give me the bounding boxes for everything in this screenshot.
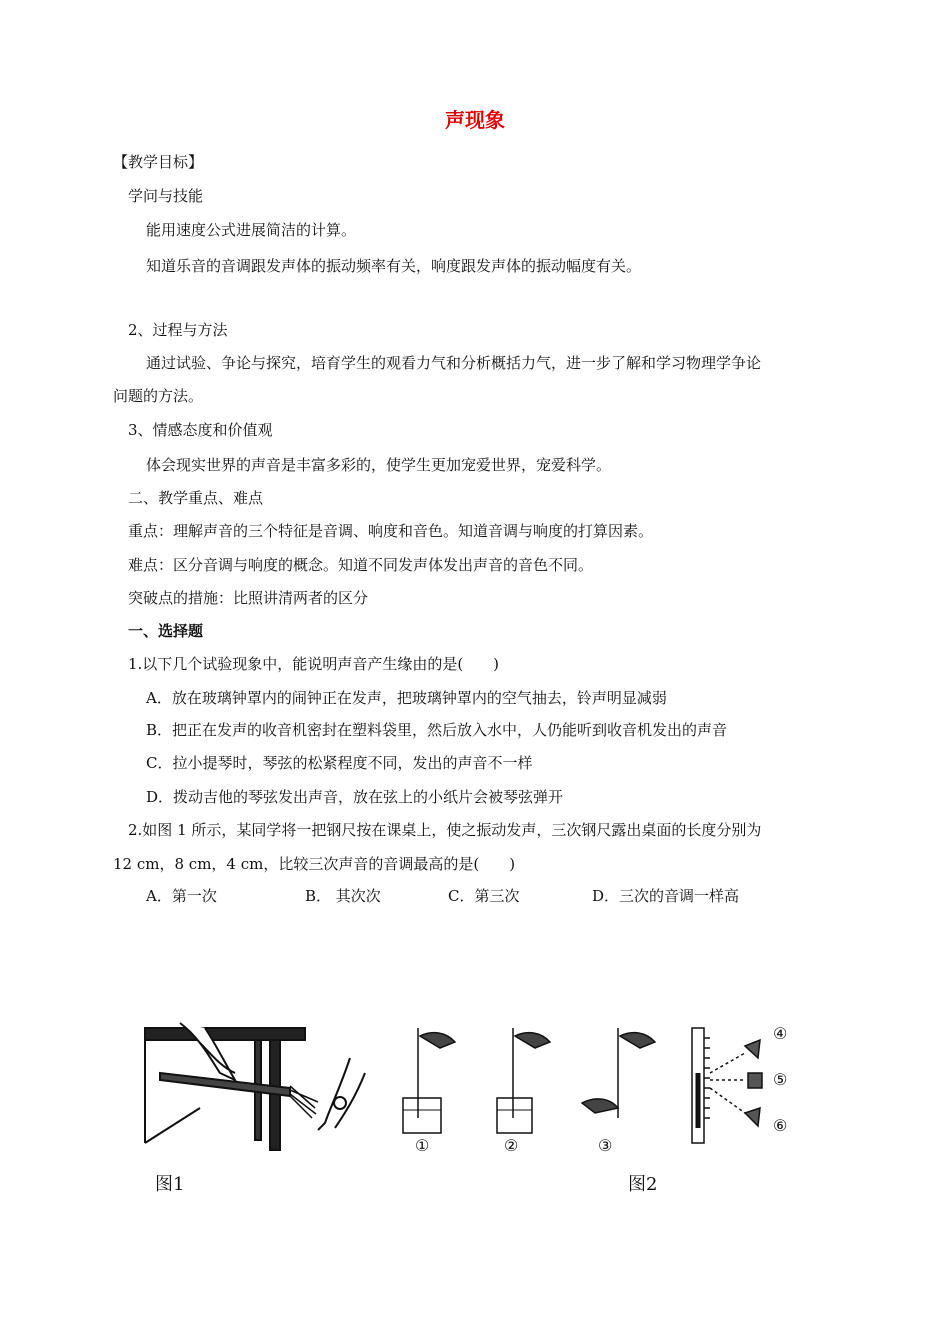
figure-label-6: ⑥ bbox=[773, 1116, 788, 1135]
figure-label-4: ④ bbox=[773, 1024, 788, 1043]
difficult-points: 难点：区分音调与响度的概念。知道不同发声体发出声音的音色不同。 bbox=[128, 556, 594, 574]
section-2-heading: 二、教学重点、难点 bbox=[128, 489, 264, 507]
figure-label-1: ① bbox=[415, 1136, 430, 1155]
question-2-option-c: C．第三次 bbox=[448, 887, 520, 905]
objective-2-heading: 2、过程与方法 bbox=[128, 321, 228, 339]
figure-1-caption: 图1 bbox=[155, 1174, 185, 1195]
question-1-option-d: D．拨动吉他的琴弦发出声音，放在弦上的小纸片会被琴弦弹开 bbox=[146, 788, 564, 806]
objective-2-text-a: 通过试验、争论与探究，培育学生的观看力气和分析概括力气，进一步了解和学习物理学争论 bbox=[146, 354, 762, 372]
section-1-heading: 一、选择题 bbox=[128, 622, 204, 640]
objective-1-item-b: 知道乐音的音调跟发声体的振动频率有关，响度跟发声体的振动幅度有关。 bbox=[146, 257, 642, 275]
figure-1-illustration bbox=[140, 1018, 380, 1153]
figure-label-3: ③ bbox=[598, 1136, 613, 1155]
key-points: 重点：理解声音的三个特征是音调、响度和音色。知道音调与响度的打算因素。 bbox=[128, 522, 654, 540]
question-2-stem-a: 2.如图 1 所示，某同学将一把钢尺按在课桌上，使之振动发声，三次钢尺露出桌面的长度分别为 bbox=[128, 821, 762, 839]
question-1-option-b: B．把正在发声的收音机密封在塑料袋里，然后放入水中，人仍能听到收音机发出的声音 bbox=[146, 721, 728, 739]
question-1-option-c: C．拉小提琴时，琴弦的松紧程度不同，发出的声音不一样 bbox=[146, 754, 533, 772]
figure-label-2: ② bbox=[504, 1136, 519, 1155]
figure-2-caption: 图2 bbox=[628, 1174, 658, 1195]
question-1-option-a: A．放在玻璃钟罩内的闹钟正在发声，把玻璃钟罩内的空气抽去，铃声明显减弱 bbox=[146, 689, 667, 707]
objective-2-text-b: 问题的方法。 bbox=[113, 387, 204, 405]
figure-label-5: ⑤ bbox=[773, 1070, 788, 1089]
breakthrough-method: 突破点的措施：比照讲清两者的区分 bbox=[128, 589, 369, 607]
question-2-stem-b: 12 cm，8 cm，4 cm，比较三次声音的音调最高的是( ) bbox=[113, 855, 516, 873]
question-2-option-d: D．三次的音调一样高 bbox=[592, 887, 740, 905]
question-2-option-a: A．第一次 bbox=[146, 887, 217, 905]
objective-3-text: 体会现实世界的声音是丰富多彩的，使学生更加宠爱世界，宠爱科学。 bbox=[146, 456, 612, 474]
objective-3-heading: 3、情感态度和价值观 bbox=[128, 421, 273, 439]
page-title: 声现象 bbox=[445, 108, 505, 132]
objective-1-item-a: 能用速度公式进展简洁的计算。 bbox=[146, 221, 357, 239]
question-2-option-b: B． 其次次 bbox=[305, 887, 381, 905]
question-1-stem: 1.以下几个试验现象中，能说明声音产生缘由的是( ) bbox=[128, 655, 500, 673]
objectives-header: 【教学目标】 bbox=[113, 153, 204, 171]
objective-1-heading: 学问与技能 bbox=[128, 187, 204, 205]
